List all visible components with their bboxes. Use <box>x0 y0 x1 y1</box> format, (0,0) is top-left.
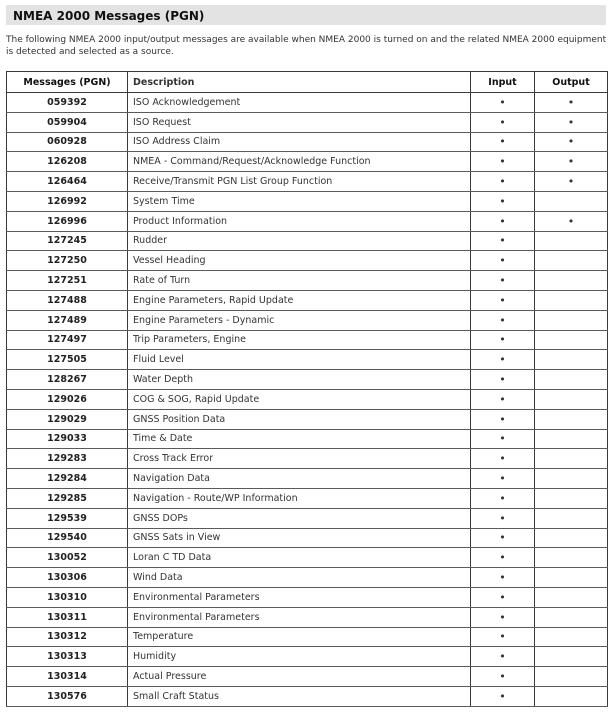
description-cell: Engine Parameters - Dynamic <box>128 310 471 330</box>
pgn-cell: 129026 <box>7 389 128 409</box>
description-cell: ISO Address Claim <box>128 132 471 152</box>
description-cell: System Time <box>128 191 471 211</box>
output-cell <box>535 271 608 291</box>
output-cell <box>535 290 608 310</box>
table-row <box>7 251 608 271</box>
description-cell: Cross Track Error <box>128 449 471 469</box>
output-cell <box>535 686 608 706</box>
pgn-cell: 126992 <box>7 191 128 211</box>
pgn-cell: 130052 <box>7 548 128 568</box>
output-cell <box>535 310 608 330</box>
input-cell: • <box>471 587 535 607</box>
input-cell: • <box>471 152 535 172</box>
input-cell: • <box>471 686 535 706</box>
table-row <box>7 370 608 390</box>
input-cell: • <box>471 647 535 667</box>
output-cell <box>535 627 608 647</box>
description-cell: Product Information <box>128 211 471 231</box>
input-cell: • <box>471 449 535 469</box>
output-cell <box>535 568 608 588</box>
pgn-cell: 129033 <box>7 429 128 449</box>
input-cell: • <box>471 568 535 588</box>
output-cell <box>535 508 608 528</box>
description-cell: Trip Parameters, Engine <box>128 330 471 350</box>
input-cell: • <box>471 508 535 528</box>
description-cell: Temperature <box>128 627 471 647</box>
output-cell <box>535 667 608 687</box>
output-cell <box>535 488 608 508</box>
table-row <box>7 330 608 350</box>
output-cell <box>535 330 608 350</box>
output-cell: • <box>535 93 608 113</box>
description-cell: Environmental Parameters <box>128 607 471 627</box>
table-row <box>7 548 608 568</box>
pgn-cell: 130314 <box>7 667 128 687</box>
pgn-cell: 130306 <box>7 568 128 588</box>
description-cell: ISO Request <box>128 112 471 132</box>
description-cell: GNSS Sats in View <box>128 528 471 548</box>
input-cell: • <box>471 528 535 548</box>
column-header-output: Output <box>535 72 608 93</box>
input-cell: • <box>471 409 535 429</box>
table-row <box>7 508 608 528</box>
table-row <box>7 469 608 489</box>
pgn-cell: 130311 <box>7 607 128 627</box>
input-cell: • <box>471 191 535 211</box>
description-cell: Engine Parameters, Rapid Update <box>128 290 471 310</box>
input-cell: • <box>471 172 535 192</box>
description-cell: Navigation - Route/WP Information <box>128 488 471 508</box>
section-title: NMEA 2000 Messages (PGN) <box>13 9 205 23</box>
table-row <box>7 667 608 687</box>
output-cell: • <box>535 112 608 132</box>
description-cell: Environmental Parameters <box>128 587 471 607</box>
output-cell: • <box>535 172 608 192</box>
input-cell: • <box>471 132 535 152</box>
description-cell: Navigation Data <box>128 469 471 489</box>
output-cell <box>535 548 608 568</box>
pgn-cell: 126464 <box>7 172 128 192</box>
table-row <box>7 528 608 548</box>
input-cell: • <box>471 211 535 231</box>
input-cell: • <box>471 667 535 687</box>
table-row <box>7 429 608 449</box>
table-row <box>7 350 608 370</box>
table-row <box>7 647 608 667</box>
pgn-cell: 059392 <box>7 93 128 113</box>
table-row <box>7 389 608 409</box>
description-cell: Loran C TD Data <box>128 548 471 568</box>
column-header-pgn: Messages (PGN) <box>7 72 128 93</box>
output-cell <box>535 409 608 429</box>
output-cell <box>535 370 608 390</box>
section-title-bar <box>6 5 606 25</box>
description-cell: Humidity <box>128 647 471 667</box>
input-cell: • <box>471 429 535 449</box>
pgn-cell: 128267 <box>7 370 128 390</box>
output-cell <box>535 449 608 469</box>
input-cell: • <box>471 469 535 489</box>
description-cell: Receive/Transmit PGN List Group Function <box>128 172 471 192</box>
pgn-table <box>6 71 608 707</box>
table-header-row <box>7 72 608 93</box>
pgn-cell: 130313 <box>7 647 128 667</box>
input-cell: • <box>471 310 535 330</box>
table-row <box>7 488 608 508</box>
description-cell: ISO Acknowledgement <box>128 93 471 113</box>
description-cell: Rate of Turn <box>128 271 471 291</box>
output-cell <box>535 350 608 370</box>
column-header-description: Description <box>128 72 471 93</box>
pgn-cell: 126996 <box>7 211 128 231</box>
table-row <box>7 152 608 172</box>
output-cell: • <box>535 211 608 231</box>
pgn-cell: 127251 <box>7 271 128 291</box>
input-cell: • <box>471 488 535 508</box>
table-row <box>7 568 608 588</box>
pgn-cell: 130310 <box>7 587 128 607</box>
pgn-cell: 127505 <box>7 350 128 370</box>
input-cell: • <box>471 93 535 113</box>
input-cell: • <box>471 627 535 647</box>
output-cell <box>535 587 608 607</box>
description-cell: Vessel Heading <box>128 251 471 271</box>
table-row <box>7 409 608 429</box>
pgn-cell: 127245 <box>7 231 128 251</box>
table-row <box>7 290 608 310</box>
pgn-cell: 126208 <box>7 152 128 172</box>
table-row <box>7 211 608 231</box>
description-cell: COG & SOG, Rapid Update <box>128 389 471 409</box>
pgn-cell: 129284 <box>7 469 128 489</box>
input-cell: • <box>471 548 535 568</box>
pgn-cell: 059904 <box>7 112 128 132</box>
input-cell: • <box>471 290 535 310</box>
description-cell: Wind Data <box>128 568 471 588</box>
table-row <box>7 112 608 132</box>
pgn-cell: 129540 <box>7 528 128 548</box>
table-row <box>7 132 608 152</box>
table-row <box>7 686 608 706</box>
intro-paragraph: The following NMEA 2000 input/output messages are available when NMEA 2000 is turned on and the related NMEA 2000 equipment is detected and selected as a source. <box>6 35 607 57</box>
output-cell <box>535 191 608 211</box>
pgn-cell: 127489 <box>7 310 128 330</box>
pgn-cell: 129029 <box>7 409 128 429</box>
table-row <box>7 172 608 192</box>
table-row <box>7 271 608 291</box>
input-cell: • <box>471 330 535 350</box>
column-header-input: Input <box>471 72 535 93</box>
pgn-cell: 129539 <box>7 508 128 528</box>
output-cell <box>535 607 608 627</box>
table-row <box>7 310 608 330</box>
output-cell: • <box>535 132 608 152</box>
output-cell <box>535 469 608 489</box>
description-cell: Actual Pressure <box>128 667 471 687</box>
description-cell: Small Craft Status <box>128 686 471 706</box>
table-body <box>7 93 608 707</box>
input-cell: • <box>471 350 535 370</box>
input-cell: • <box>471 231 535 251</box>
pgn-cell: 127488 <box>7 290 128 310</box>
input-cell: • <box>471 607 535 627</box>
input-cell: • <box>471 271 535 291</box>
description-cell: NMEA - Command/Request/Acknowledge Function <box>128 152 471 172</box>
pgn-cell: 129285 <box>7 488 128 508</box>
table-row <box>7 93 608 113</box>
input-cell: • <box>471 112 535 132</box>
output-cell <box>535 647 608 667</box>
description-cell: Rudder <box>128 231 471 251</box>
table-row <box>7 191 608 211</box>
pgn-cell: 127250 <box>7 251 128 271</box>
description-cell: GNSS Position Data <box>128 409 471 429</box>
table-row <box>7 587 608 607</box>
output-cell <box>535 528 608 548</box>
description-cell: Time & Date <box>128 429 471 449</box>
description-cell: Fluid Level <box>128 350 471 370</box>
output-cell <box>535 389 608 409</box>
table-row <box>7 627 608 647</box>
input-cell: • <box>471 370 535 390</box>
pgn-cell: 130312 <box>7 627 128 647</box>
output-cell: • <box>535 152 608 172</box>
table-row <box>7 607 608 627</box>
output-cell <box>535 251 608 271</box>
pgn-cell: 130576 <box>7 686 128 706</box>
description-cell: GNSS DOPs <box>128 508 471 528</box>
pgn-cell: 060928 <box>7 132 128 152</box>
pgn-cell: 127497 <box>7 330 128 350</box>
output-cell <box>535 231 608 251</box>
input-cell: • <box>471 389 535 409</box>
description-cell: Water Depth <box>128 370 471 390</box>
pgn-cell: 129283 <box>7 449 128 469</box>
table-row <box>7 449 608 469</box>
input-cell: • <box>471 251 535 271</box>
output-cell <box>535 429 608 449</box>
table-row <box>7 231 608 251</box>
